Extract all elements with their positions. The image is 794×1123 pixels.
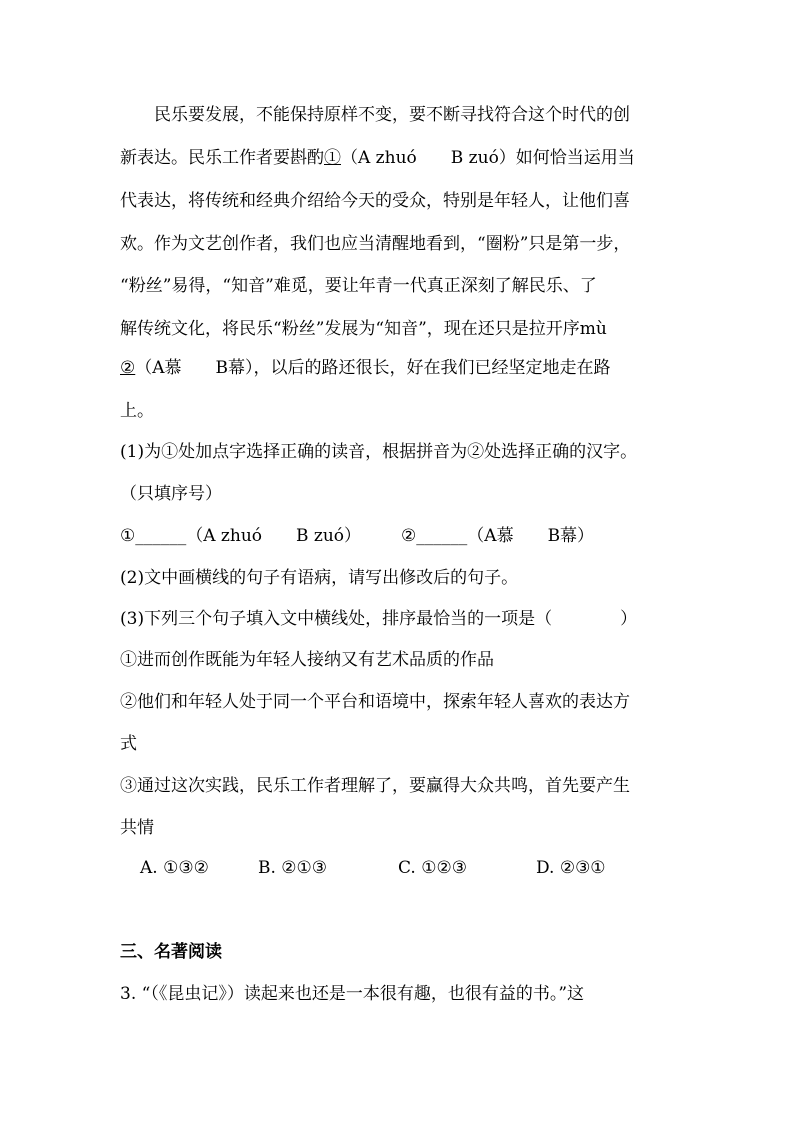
option-a[interactable]: A. ①③② <box>140 858 209 878</box>
sentence-1: ①进而创作既能为年轻人接纳又有艺术品质的作品 <box>120 650 494 670</box>
option-d[interactable]: D. ②③① <box>536 858 606 878</box>
question-1-note: （只填序号） <box>120 484 222 504</box>
passage-line-7 <box>120 357 611 379</box>
passage-line-2-a: 新表达。民乐工作者要斟酌 <box>120 148 324 168</box>
question-1-blanks <box>120 525 594 547</box>
sentence-2-a: ②他们和年轻人处于同一个平台和语境中，探索年轻人喜欢的表达方 <box>120 692 630 712</box>
question-1-text: (1)为①处加点字选择正确的读音，根据拼音为②处选择正确的汉字。 <box>120 442 638 462</box>
passage-line-8: 上。 <box>120 401 154 421</box>
option-b[interactable]: B. ②①③ <box>258 858 328 878</box>
option-c[interactable]: C. ①②③ <box>398 858 467 878</box>
passage-line-1: 民乐要发展，不能保持原样不变，要不断寻找符合这个时代的创 <box>154 105 630 125</box>
answer-blank-1[interactable]: ①______（A zhuó B zuó） <box>120 526 362 546</box>
passage-line-5: “粉丝”易得，“知音”难觅，要让年青一代真正深刻了解民乐、了 <box>120 276 597 296</box>
passage-line-7-b: （A慕 B幕），以后的路还很长，好在我们已经坚定地走在路 <box>135 358 611 378</box>
passage-line-6: 解传统文化，将民乐“粉丝”发展为“知音”，现在还只是拉开序mù <box>120 319 607 339</box>
sentence-3-b: 共情 <box>120 818 154 838</box>
answer-blank-2[interactable]: ②______（A慕 B幕） <box>401 526 595 546</box>
sentence-2-b: 式 <box>120 734 137 754</box>
passage-line-3: 代表达，将传统和经典介绍给今天的受众，特别是年轻人，让他们喜 <box>120 191 630 211</box>
passage-line-4: 欢。作为文艺创作者，我们也应当清醒地看到，“圈粉”只是第一步， <box>120 234 631 254</box>
question-3-text: (3)下列三个句子填入文中横线处，排序最恰当的一项是（ ） <box>120 609 638 629</box>
passage-line-2-b: （A zhuó B zuó）如何恰当运用当 <box>341 148 635 168</box>
sentence-3-a: ③通过这次实践，民乐工作者理解了，要赢得大众共鸣，首先要产生 <box>120 776 630 796</box>
marker-2: ② <box>120 358 136 378</box>
passage-line-2 <box>120 147 635 169</box>
marker-1: ① <box>324 148 341 168</box>
question-2-text: (2)文中画横线的句子有语病，请写出修改后的句子。 <box>120 568 519 588</box>
section-3-heading: 三、名著阅读 <box>120 942 222 962</box>
section-3-question: 3. “（《昆虫记》）读起来也还是一本很有趣，也很有益的书。”这 <box>120 984 585 1004</box>
